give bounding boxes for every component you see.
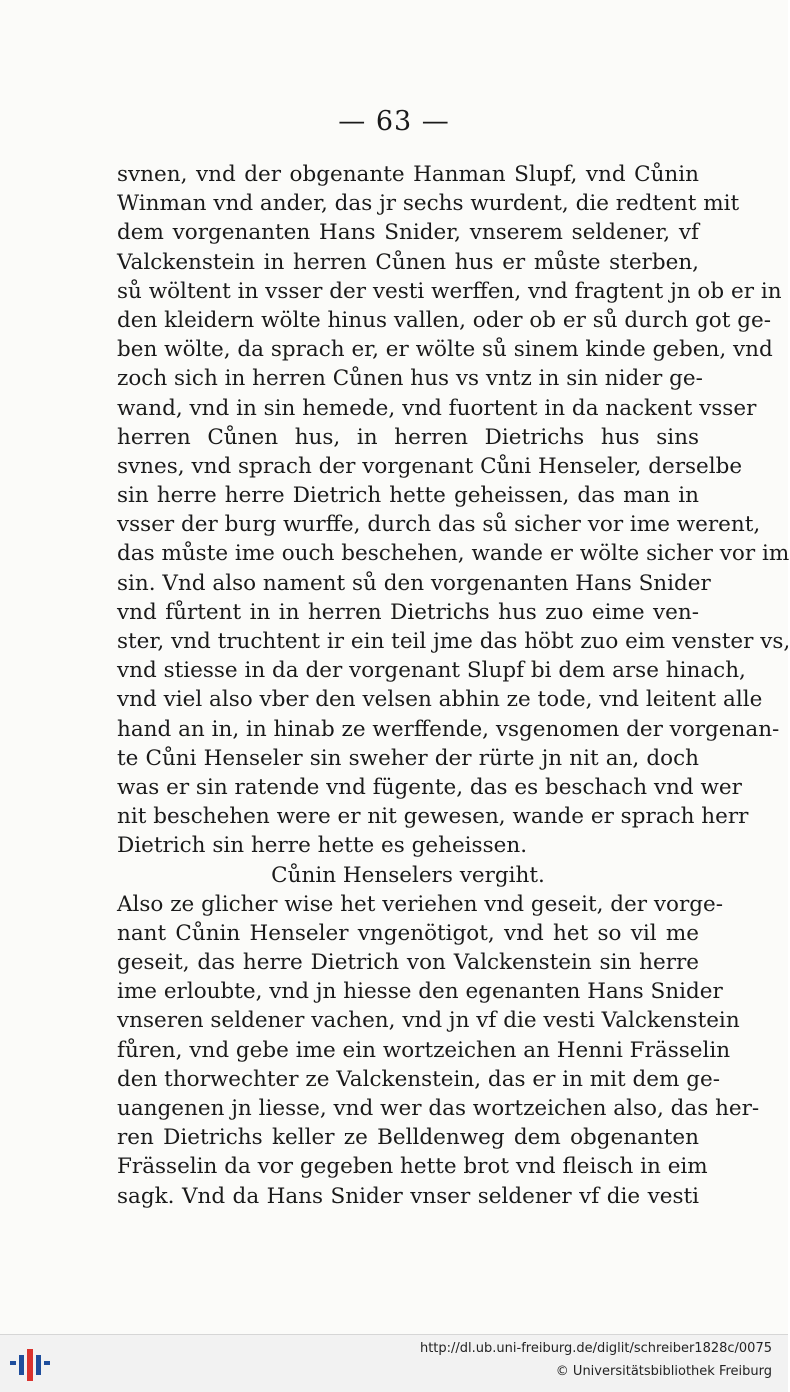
- text-line: svnen, vnd der obgenante Hanman Slupf, vnd Cůnin: [117, 162, 699, 187]
- text-line: vnd fůrtent in in herren Dietrichs hus zuo eime ven-: [117, 599, 699, 625]
- text-line: zoch sich in herren Cůnen hus vs vntz in sin nider ge-: [117, 366, 703, 392]
- page-number: — 63 —: [338, 106, 450, 137]
- text-line: Frässelin da vor gegeben hette brot vnd fleisch in eim: [117, 1154, 708, 1180]
- text-line: sů wöltent in vsser der vesti werffen, vnd fragtent jn ob er in: [117, 278, 782, 304]
- page-text: [117, 160, 790, 1211]
- text-line: Valckenstein in herren Cůnen hus er můste sterben,: [117, 249, 699, 275]
- text-line: sagk. Vnd da Hans Snider vnser seldener vf die vesti: [117, 1183, 699, 1209]
- text-line: Winman vnd ander, das jr sechs wurdent, die redtent mit: [117, 191, 740, 217]
- text-line: sin herre herre Dietrich hette geheissen, das man in: [117, 483, 699, 509]
- text-line: vsser der burg wurffe, durch das sů sicher vor ime werent,: [117, 512, 761, 538]
- text-line: geseit, das herre Dietrich von Valckenstein sin herre: [117, 950, 699, 976]
- text-line: te Cůni Henseler sin sweher der rürte jn nit an, doch: [117, 745, 699, 771]
- permalink-url[interactable]: http://dl.ub.uni-freiburg.de/diglit/schreiber1828c/0075: [419, 1341, 772, 1356]
- text-line: was er sin ratende vnd fügente, das es beschach vnd wer: [117, 774, 742, 800]
- text-line: ime erloubte, vnd jn hiesse den egenanten Hans Snider: [117, 979, 723, 1005]
- text-line: hand an in, in hinab ze werffende, vsgenomen der vorgenan-: [117, 716, 780, 742]
- text-line: uangenen jn liesse, vnd wer das wortzeichen also, das her-: [117, 1096, 760, 1121]
- text-line: den thorwechter ze Valckenstein, das er in mit dem ge-: [117, 1066, 720, 1092]
- text-line: svnes, vnd sprach der vorgenant Cůni Henseler, derselbe: [117, 453, 743, 479]
- text-line: dem vorgenanten Hans Snider, vnserem seldener, vf: [117, 220, 699, 246]
- text-line: wand, vnd in sin hemede, vnd fuortent in da nackent vsser: [117, 395, 757, 421]
- text-line: den kleidern wölte hinus vallen, oder ob er sů durch got ge-: [117, 307, 771, 333]
- text-line: vnseren seldener vachen, vnd jn vf die vesti Valckenstein: [117, 1008, 740, 1034]
- text-line: ren Dietrichs keller ze Belldenweg dem obgenanten: [117, 1125, 699, 1151]
- text-line: nant Cůnin Henseler vngenötigot, vnd het so vil me: [117, 920, 699, 946]
- text-line: vnd stiesse in da der vorgenant Slupf bi dem arse hinach,: [117, 658, 746, 684]
- section-heading: Cůnin Henselers vergiht.: [271, 862, 545, 888]
- text-line: nit beschehen were er nit gewesen, wande er sprach herr: [117, 804, 749, 830]
- viewer-footer: [0, 1334, 788, 1392]
- text-line: fůren, vnd gebe ime ein wortzeichen an Henni Frässelin: [117, 1037, 731, 1063]
- text-line: das můste ime ouch beschehen, wande er wölte sicher vor im: [117, 541, 790, 567]
- text-line: sin. Vnd also nament sů den vorgenanten Hans Snider: [117, 570, 711, 596]
- text-line: ben wölte, da sprach er, er wölte sů sinem kinde geben, vnd: [117, 337, 773, 363]
- copyright-notice: © Universitätsbibliothek Freiburg: [555, 1364, 772, 1379]
- ub-freiburg-logo-icon: [8, 1347, 52, 1383]
- text-line: vnd viel also vber den velsen abhin ze tode, vnd leitent alle: [117, 687, 763, 713]
- text-line: ster, vnd truchtent ir ein teil jme das höbt zuo eim venster vs,: [117, 629, 790, 654]
- text-line: Also ze glicher wise het veriehen vnd geseit, der vorge-: [117, 891, 723, 917]
- text-line: herren Cůnen hus, in herren Dietrichs hus sins: [117, 424, 699, 450]
- text-line: Dietrich sin herre hette es geheissen.: [117, 833, 528, 859]
